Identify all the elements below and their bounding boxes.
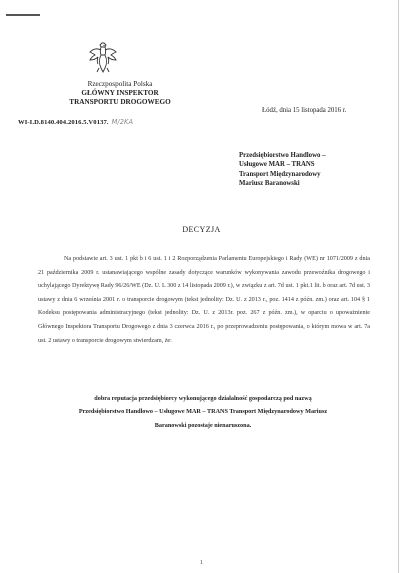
legal-basis-paragraph: Na podstawie art. 3 ust. 1 pkt b i 6 ust. 1 i 2 Rozporządzenia Parlamentu Europejskiego i Rady (WE) nr 1071/2009 z dnia 21 października 2009 r. ustanawiającego wspólne zasady dotyczące warunków wykonywania zawodu przewoźnika drogowego i uchylającego Dyrektywę Rady 96/26/WE (Dz. U. L 300 z 14 listopada 2009 r.), w związku z art. 7d ust. 1 pkt.1 lit. b oraz art. 7d ust. 3 ustawy z dnia 6 września 2001 r. o transporcie drogowym (tekst jednolity: Dz. U. z 2013 r., poz. 1414 z późn. zm.) oraz art. 104 § 1 Kodeksu postępowania administracyjnego (tekst jednolity: Dz. U. z 2013r. poz. 267 z późn. zm.), w oparciu o upoważnienie Głównego Inspektora Transportu Drogowego z dnia 3 czerwca 2016 r., po przeprowadzeniu postępowania, o którym mowa w art. 7a ust. 2 ustawy o transporcie drogowym stwierdzam, że: (38, 256, 370, 344)
issuer-authority-line-1: GŁÓWNY INSPEKTOR (81, 89, 159, 97)
scan-edge (398, 0, 399, 573)
addressee-line: Mariusz Baranowski (239, 180, 300, 188)
scan-mark (6, 14, 40, 16)
issuer-country: Rzeczpospolita Polska (87, 80, 153, 88)
verdict-line: Baranowski pozostaje nienaruszona. (154, 421, 252, 429)
verdict-line: dobra reputacja przedsiębiorcy wykonującego działalność gospodarczą pod nazwą (94, 395, 312, 402)
handwritten-annotation: M/2KA (111, 118, 134, 126)
document-title: DECYZJA (182, 225, 221, 234)
issuer-authority-line-2: TRANSPORTU DROGOWEGO (69, 98, 171, 106)
polish-eagle-emblem-icon (89, 42, 117, 74)
addressee-line: Transport Międzynarodowy (239, 170, 321, 178)
reference-number (18, 118, 133, 126)
addressee-line: Przedsiębiorstwo Handlowo – (239, 152, 326, 159)
addressee-block (239, 151, 325, 189)
verdict-line: Przedsiębiorstwo Handlowo – Usługowe MAR – TRANS Transport Międzynarodowy Mariusz (78, 408, 328, 416)
issuer-header (55, 80, 185, 107)
reference-number-text: WI-I.D.8140.404.2016.5.V0137. (18, 119, 109, 126)
addressee-line: Usługowe MAR – TRANS (239, 161, 315, 169)
decision-verdict (40, 392, 366, 432)
place-and-date: Łódź, dnia 15 listopada 2016 r. (262, 107, 347, 114)
page-number: 1 (200, 560, 203, 566)
